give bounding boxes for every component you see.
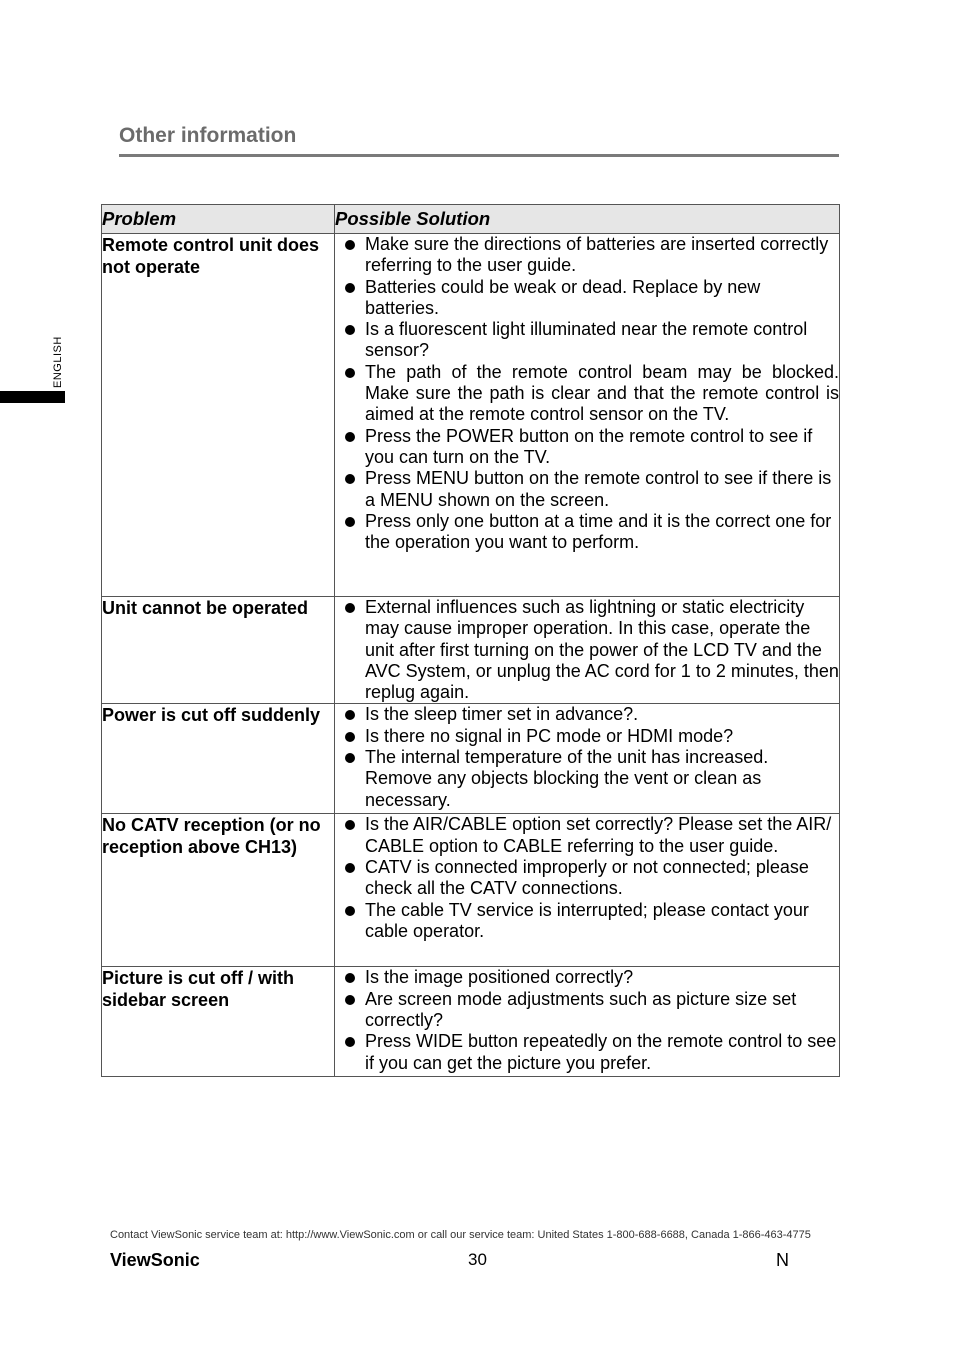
- solution-item: [335, 900, 839, 943]
- solution-text: The path of the remote control beam may be blocked. Make sure the path is clear and that the remote control is aimed at the remote control sensor on the TV.: [365, 361, 839, 425]
- page-title: Other information: [119, 124, 297, 147]
- problem-column-header: Problem: [102, 205, 335, 234]
- solution-item: [335, 511, 839, 554]
- page-number: 30: [468, 1250, 487, 1269]
- bullet-icon: [345, 283, 355, 293]
- bullet-icon: [345, 517, 355, 527]
- solution-item: [335, 597, 839, 703]
- bullet-icon: [345, 474, 355, 484]
- solution-item: [335, 989, 839, 1032]
- troubleshooting-table: [101, 204, 840, 1077]
- solution-text: Make sure the directions of batteries are inserted correctly referring to the user guide.: [365, 234, 829, 276]
- bullet-icon: [345, 1037, 355, 1047]
- bullet-icon: [345, 603, 355, 613]
- footer-letter: N: [776, 1250, 789, 1270]
- solution-item: [335, 362, 839, 426]
- problem-cell: No CATV reception (or no reception above CH13): [102, 814, 335, 967]
- problem-cell: Power is cut off suddenly: [102, 704, 335, 814]
- footer-contact-text: Contact ViewSonic service team at: http://www.ViewSonic.com or call our service team: United States 1-800-688-6688, Canada 1-866-463-4775: [110, 1229, 811, 1241]
- solution-text: Is a fluorescent light illuminated near the remote control sensor?: [365, 319, 808, 361]
- bullet-icon: [345, 368, 355, 378]
- solution-text: Is there no signal in PC mode or HDMI mode?: [365, 725, 734, 746]
- solution-text: Is the sleep timer set in advance?.: [365, 704, 639, 725]
- table-row: [102, 704, 840, 814]
- solution-item: [335, 277, 839, 320]
- problem-cell: Remote control unit does not operate: [102, 234, 335, 597]
- solution-item: [335, 234, 839, 277]
- problem-cell: Picture is cut off / with sidebar screen: [102, 967, 335, 1077]
- bullet-icon: [345, 973, 355, 983]
- solution-cell: [335, 597, 840, 704]
- table-row: [102, 234, 840, 597]
- solution-item: [335, 319, 839, 362]
- solution-item: [335, 468, 839, 511]
- solution-column-header: Possible Solution: [335, 205, 840, 234]
- solution-text: Batteries could be weak or dead. Replace by new batteries.: [365, 276, 761, 318]
- solution-text: Are screen mode adjustments such as picture size set correctly?: [365, 988, 797, 1031]
- solution-item: [335, 704, 839, 725]
- solution-item: [335, 747, 839, 811]
- table-row: [102, 967, 840, 1077]
- bullet-icon: [345, 432, 355, 442]
- solution-item: [335, 857, 839, 900]
- table-row: [102, 814, 840, 967]
- solution-item: [335, 814, 839, 857]
- solution-text: Press MENU button on the remote control to see if there is a MENU shown on the screen.: [365, 468, 832, 510]
- bullet-icon: [345, 906, 355, 916]
- table-header-row: [102, 205, 840, 234]
- solution-item: [335, 1031, 839, 1074]
- bullet-icon: [345, 863, 355, 873]
- title-divider: [119, 154, 839, 157]
- solution-text: The cable TV service is interrupted; please contact your cable operator.: [365, 899, 809, 941]
- bullet-icon: [345, 995, 355, 1005]
- solution-item: [335, 967, 839, 988]
- solution-text: Press the POWER button on the remote control to see if you can turn on the TV.: [365, 425, 813, 467]
- solution-cell: [335, 814, 840, 967]
- bullet-icon: [345, 753, 355, 763]
- solution-item: [335, 426, 839, 469]
- solution-text: Is the AIR/CABLE option set correctly? Please set the AIR/ CABLE option to CABLE referring to the user guide.: [365, 814, 832, 856]
- solution-list: [335, 967, 839, 1073]
- solution-text: CATV is connected improperly or not connected; please check all the CATV connections.: [365, 857, 809, 899]
- solution-cell: [335, 234, 840, 597]
- bullet-icon: [345, 710, 355, 720]
- bullet-icon: [345, 732, 355, 742]
- solution-cell: [335, 967, 840, 1077]
- solution-text: Press only one button at a time and it is the correct one for the operation you want to perform.: [365, 510, 832, 553]
- bullet-icon: [345, 325, 355, 335]
- solution-text: External influences such as lightning or static electricity may cause improper operation. In this case, operate the unit after first turning on the power of the LCD TV and the AVC System, or unplug the AC cord for 1 to 2 minutes, then replug again.: [365, 597, 839, 703]
- solution-cell: [335, 704, 840, 814]
- solution-list: [335, 597, 839, 703]
- language-tab-label: ENGLISH: [52, 336, 64, 388]
- solution-list: [335, 814, 839, 942]
- bullet-icon: [345, 820, 355, 830]
- solution-list: [335, 704, 839, 810]
- footer-brand: ViewSonic: [110, 1250, 200, 1270]
- language-tab-marker: [0, 391, 65, 403]
- solution-text: The internal temperature of the unit has increased. Remove any objects blocking the vent or clean as necessary.: [365, 747, 769, 810]
- solution-item: [335, 726, 839, 747]
- problem-cell: Unit cannot be operated: [102, 597, 335, 704]
- bullet-icon: [345, 240, 355, 250]
- table-row: [102, 597, 840, 704]
- solution-list: [335, 234, 839, 553]
- solution-text: Press WIDE button repeatedly on the remote control to see if you can get the picture you prefer.: [365, 1031, 837, 1073]
- solution-text: Is the image positioned correctly?: [365, 967, 634, 988]
